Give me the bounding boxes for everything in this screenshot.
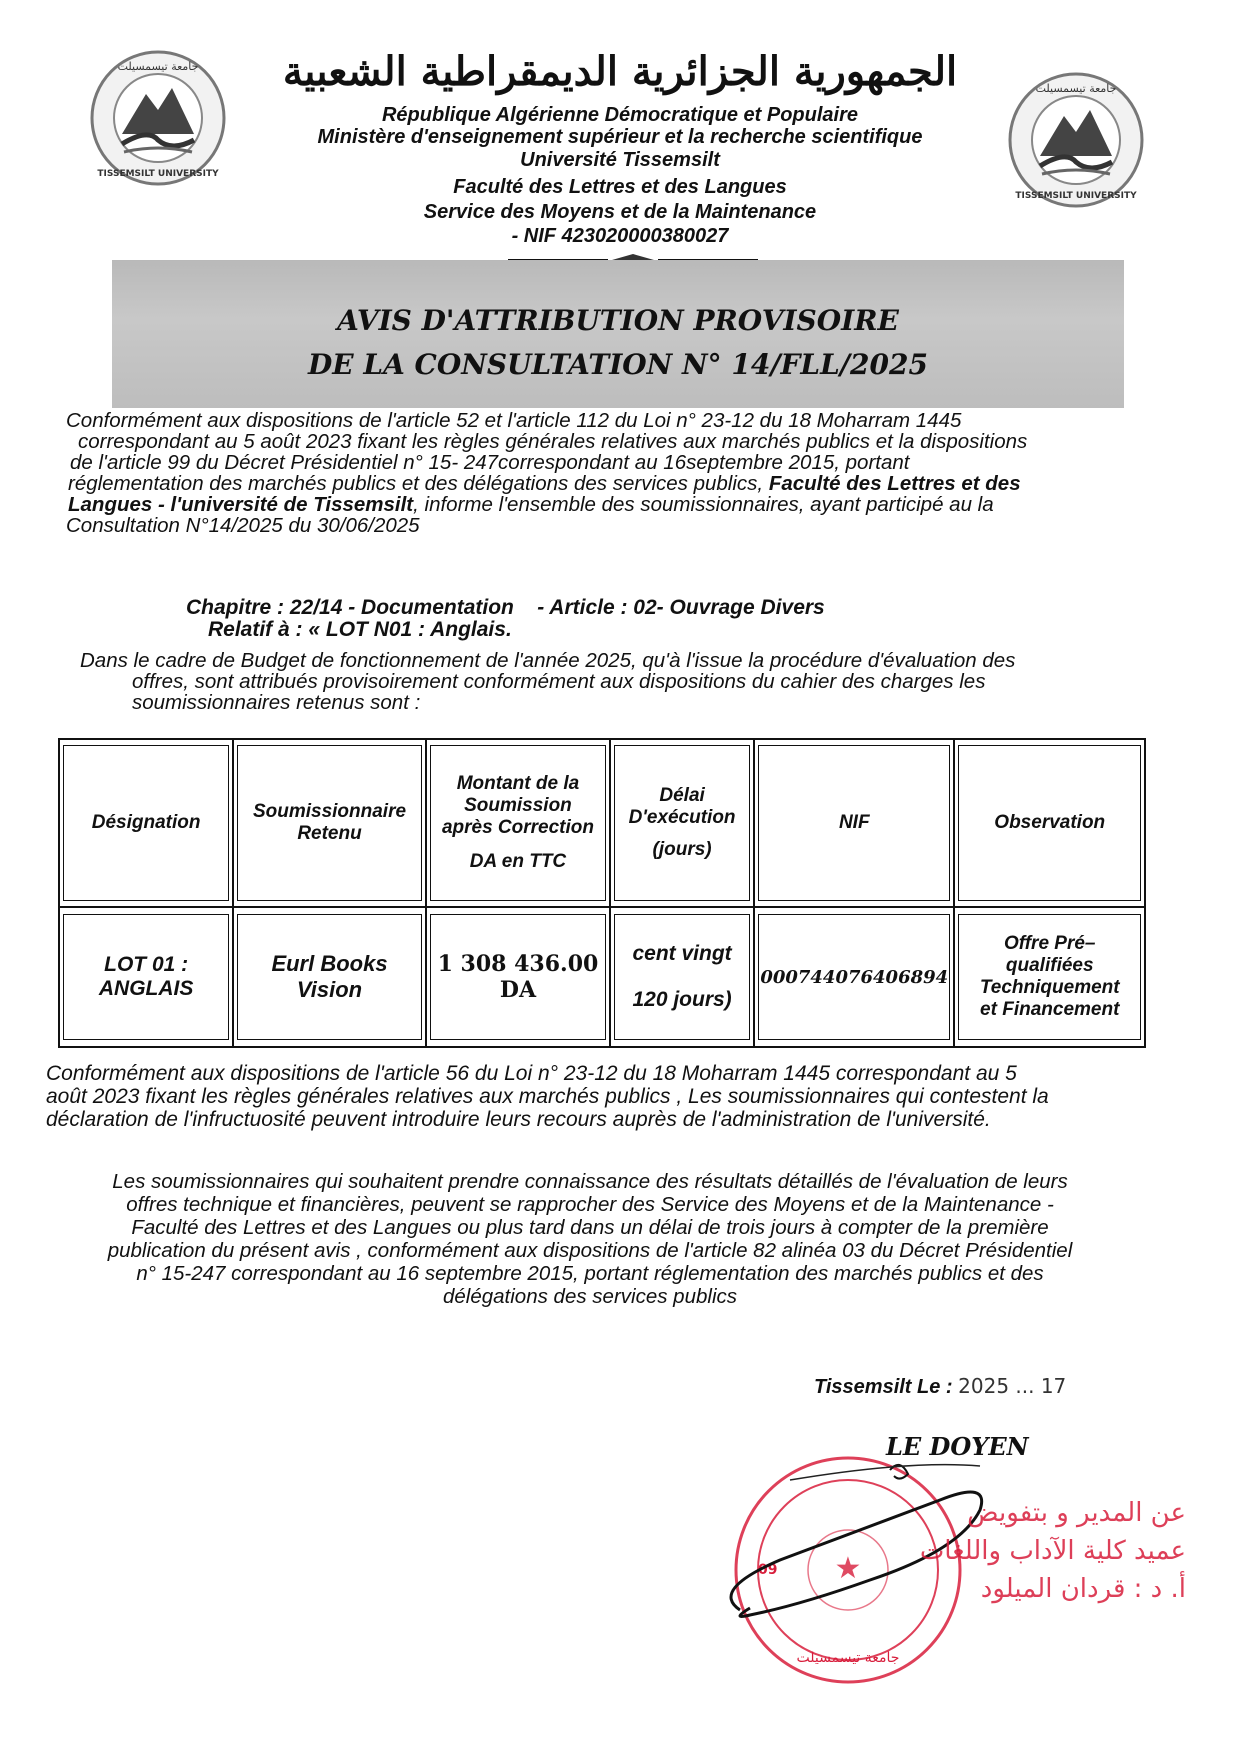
header-line-nif: - NIF 423020000380027 [511, 225, 729, 247]
place-date [814, 1374, 1066, 1399]
intro-paragraph [66, 410, 1146, 536]
recours-line: déclaration de l'infructuosité peuvent introduire leurs recours auprès de l'administration de l'université. [46, 1108, 991, 1131]
budget-line: soumissionnaires retenus sont : [132, 691, 421, 714]
header-line-university: Université Tissemsilt [520, 149, 720, 171]
recours-line: Conformément aux dispositions de l'article 56 du Loi n° 23-12 du 18 Moharram 1445 correspondant au 5 [46, 1062, 1017, 1085]
cell-montant [426, 907, 610, 1047]
university-logo-left [88, 48, 228, 193]
header-delai-box [614, 745, 750, 901]
cell-delai [610, 907, 754, 1047]
date-value: 2025 ... 17 [958, 1374, 1067, 1398]
svg-text:TISSEMSILT UNIVERSITY: TISSEMSILT UNIVERSITY [97, 169, 219, 179]
table-header-row [59, 739, 1145, 907]
svg-text:جامعة تيسمسيلت: جامعة تيسمسيلت [796, 1650, 900, 1666]
header-delai-unit: (jours) [652, 839, 712, 860]
svg-text:جامعة تيسمسيلت: جامعة تيسمسيلت [117, 60, 199, 73]
cell-delai-words: cent vingt [632, 942, 732, 965]
cell-observation [954, 907, 1145, 1047]
budget-line: offres, sont attribués provisoirement conformément aux dispositions du cahier des charges les [132, 670, 986, 693]
banner-title-line1: AVIS D'ATTRIBUTION PROVISOIRE [337, 304, 899, 337]
header-line-republic: République Algérienne Démocratique et Populaire [381, 104, 858, 126]
header-nif-text: NIF [758, 745, 950, 901]
cell-designation-text: LOT 01 : ANGLAIS [63, 914, 229, 1040]
banner-title-line2: DE LA CONSULTATION N° 14/FLL/2025 [308, 348, 928, 381]
place-date-label: Tissemsilt Le : [814, 1376, 953, 1398]
intro-text: réglementation des marchés publics et des délégations des services publics, [68, 472, 764, 495]
intro-university-bold: Langues - l'université de Tissemsilt [68, 493, 414, 516]
header-observation [954, 739, 1145, 907]
header-line-faculty: Faculté des Lettres et des Langues [453, 176, 787, 198]
intro-line: Consultation N°14/2025 du 30/06/2025 [66, 514, 420, 537]
stamp-line: أ. د : قردان الميلود [980, 1574, 1186, 1604]
doyen-title: LE DOYEN [886, 1432, 1029, 1461]
cell-nif [754, 907, 954, 1047]
cell-nif-text: 000744076406894 [758, 914, 950, 1040]
resultats-line: délégations des services publics [443, 1285, 737, 1308]
resultats-paragraph [40, 1170, 1140, 1308]
header-montant-unit: DA en TTC [469, 851, 567, 872]
header-line-service: Service des Moyens et de la Maintenance [423, 201, 817, 223]
header-observation-text: Observation [958, 745, 1141, 901]
relatif-line: Relatif à : « LOT N01 : Anglais. [208, 618, 512, 641]
header-designation [59, 739, 233, 907]
stamp-line: عميد كلية الآداب واللغات [919, 1536, 1186, 1566]
resultats-line: offres technique et financières, peuvent se rapprocher des Service des Moyens et de la Maintenance - [126, 1193, 1054, 1216]
intro-faculty-bold: Faculté des Lettres et des [768, 472, 1021, 495]
header-line-ministry: Ministère d'enseignement supérieur et la recherche scientifique [317, 126, 923, 148]
intro-line: correspondant au 5 août 2023 fixant les règles générales relatives aux marchés publics et la dispositions [78, 430, 1028, 453]
university-logo-right [1006, 70, 1146, 215]
cell-soumissionnaire [233, 907, 426, 1047]
recours-line: août 2023 fixant les règles générales relatives aux marchés publics , Les soumissionnaires qui contestent la [46, 1085, 1049, 1108]
recours-paragraph [46, 1062, 1146, 1131]
cell-montant-text: 1 308 436.00 DA [430, 914, 606, 1040]
title-banner [112, 260, 1124, 408]
cell-designation [59, 907, 233, 1047]
intro-text: , informe l'ensemble des soumissionnaires, ayant participé au la [413, 493, 994, 516]
header-delai-text: Délai D'exécution [628, 785, 736, 828]
delegation-stamp [886, 1494, 1186, 1608]
intro-line: Conformément aux dispositions de l'article 52 et l'article 112 du Loi n° 23-12 du 18 Moharram 1445 [66, 409, 962, 432]
resultats-line: Les soumissionnaires qui souhaitent prendre connaissance des résultats détaillés de l'évaluation de leurs [112, 1170, 1068, 1193]
budget-line: Dans le cadre de Budget de fonctionnement de l'année 2025, qu'à l'issue la procédure d'évaluation des [80, 649, 1016, 672]
header-soumissionnaire [233, 739, 426, 907]
cell-delai-box [614, 914, 750, 1040]
header-montant [426, 739, 610, 907]
resultats-line: publication du présent avis , conformément aux dispositions de l'article 82 alinéa 03 du Décret Présidentiel [107, 1239, 1073, 1262]
attribution-table [58, 738, 1146, 1048]
header-designation-text: Désignation [63, 745, 229, 901]
svg-text:TISSEMSILT UNIVERSITY: TISSEMSILT UNIVERSITY [1015, 191, 1137, 201]
svg-text:09: 09 [758, 1562, 778, 1578]
intro-line [66, 473, 1146, 494]
intro-line: de l'article 99 du Décret Présidentiel n° 15- 247correspondant au 16septembre 2015, portant [70, 451, 910, 474]
arabic-republic-title: الجمهورية الجزائرية الديمقراطية الشعبية [282, 48, 958, 95]
svg-text:جامعة تيسمسيلت: جامعة تيسمسيلت [1035, 82, 1117, 95]
intro-line [66, 494, 1146, 515]
budget-paragraph [80, 650, 1160, 713]
cell-delai-days: 120 jours) [632, 988, 732, 1011]
stamp-line: عن المدير و بتفويض [967, 1498, 1186, 1528]
header-soumissionnaire-text: Soumissionnaire Retenu [237, 745, 422, 901]
resultats-line: Faculté des Lettres et des Langues ou plus tard dans un délai de trois jours à compter de la première [131, 1216, 1049, 1239]
svg-text:★: ★ [834, 1552, 862, 1585]
header-montant-text: Montant de la Soumission après Correction [441, 773, 594, 838]
chapitre-line: Chapitre : 22/14 - Documentation - Article : 02- Ouvrage Divers [186, 596, 825, 619]
header-delai [610, 739, 754, 907]
resultats-line: n° 15-247 correspondant au 16 septembre 2015, portant réglementation des marchés publics et des [136, 1262, 1044, 1285]
header-montant-box [430, 745, 606, 901]
cell-observation-text: Offre Pré–qualifiées Techniquement et Financement [958, 914, 1141, 1040]
table-row [59, 907, 1145, 1047]
cell-soumissionnaire-text: Eurl Books Vision [237, 914, 422, 1040]
header-nif [754, 739, 954, 907]
